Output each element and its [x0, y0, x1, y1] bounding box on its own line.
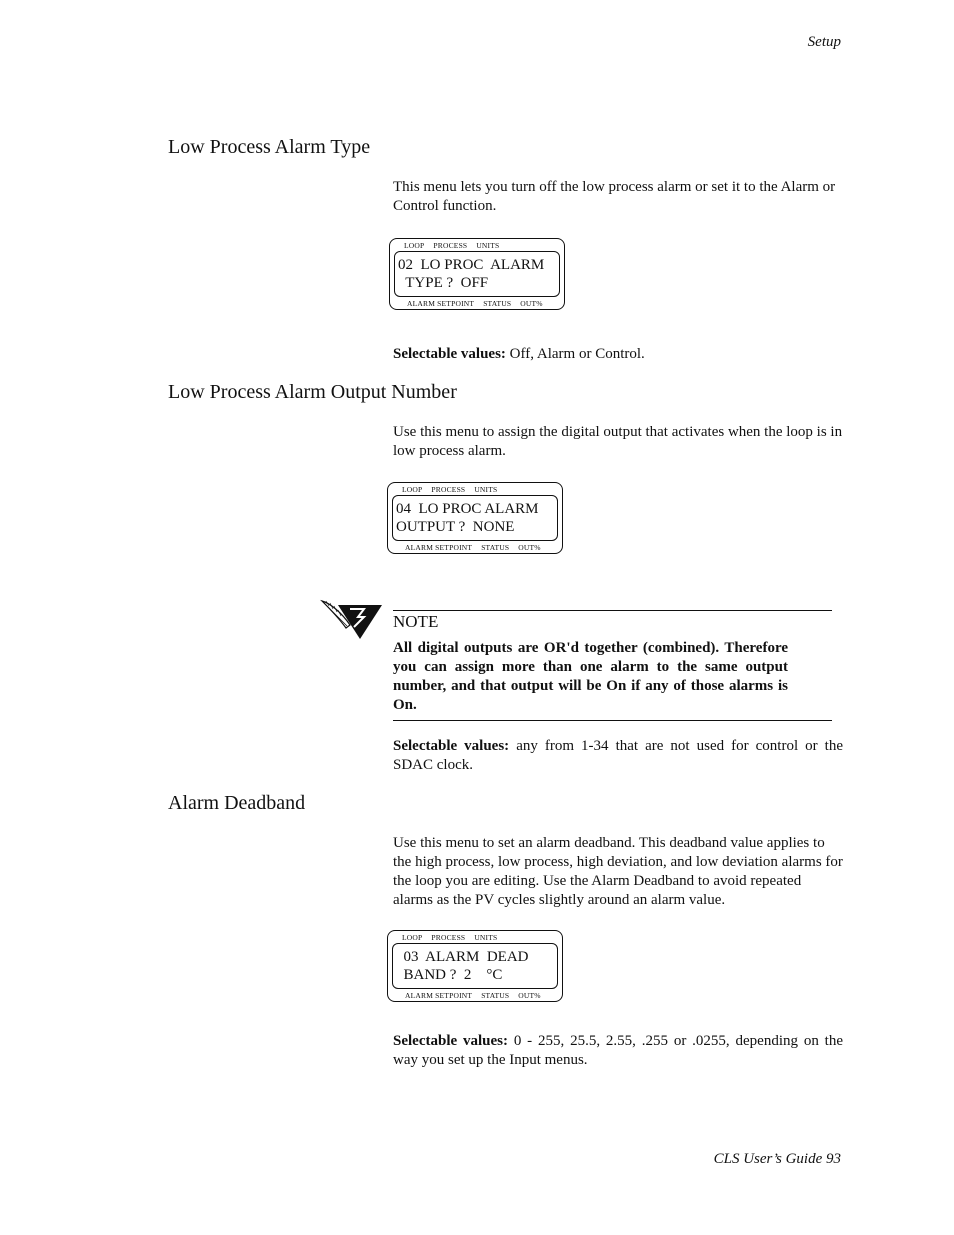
- lcd-top-labels: LOOP PROCESS UNITS: [402, 933, 498, 942]
- lcd-line-1: 02 LO PROC ALARM: [398, 257, 545, 273]
- lcd-display-lo-type: [389, 238, 565, 310]
- lcd-display-deadband: [387, 930, 563, 1002]
- intro-low-process-alarm-output-number: Use this menu to assign the digital output that activates when the loop is in low process alarm.: [393, 424, 843, 459]
- lcd-line-2: OUTPUT ? NONE: [396, 519, 515, 535]
- running-header: Setup: [807, 34, 841, 50]
- note-body: All digital outputs are OR'd together (combined). Therefore you can assign more than one alarm to the same output number, and that output will be On if any of those alarms is On.: [393, 640, 788, 713]
- intro-alarm-deadband: Use this menu to set an alarm deadband. This deadband value applies to the high process, low process, high deviation, and low deviation alarms for the loop you are editing. Use the Alarm Deadband to avoid repeated alarms as the PV cycles slightly around an alarm value.: [393, 835, 843, 908]
- heading-alarm-deadband: Alarm Deadband: [168, 792, 306, 814]
- heading-low-process-alarm-type: Low Process Alarm Type: [168, 136, 371, 158]
- lcd-bottom-labels: ALARM SETPOINT STATUS OUT%: [407, 299, 543, 308]
- lcd-line-1: 03 ALARM DEAD: [396, 949, 529, 965]
- lcd-top-labels: LOOP PROCESS UNITS: [402, 485, 498, 494]
- lcd-top-labels: LOOP PROCESS UNITS: [404, 241, 500, 250]
- note-bottom-rule: [393, 720, 832, 721]
- selectable-values-lo-output: Selectable values: any from 1-34 that are not used for control or the SDAC clock.: [393, 738, 843, 773]
- selectable-values-deadband: Selectable values: 0 - 255, 25.5, 2.55, .255 or .0255, depending on the way you set up the Input menus.: [393, 1033, 843, 1068]
- lcd-screen: [394, 251, 560, 297]
- lcd-screen: [392, 495, 558, 541]
- lcd-bottom-labels: ALARM SETPOINT STATUS OUT%: [405, 543, 541, 552]
- intro-low-process-alarm-type: This menu lets you turn off the low process alarm or set it to the Alarm or Control function.: [393, 179, 836, 214]
- lcd-line-2: BAND ? 2 °C: [396, 967, 503, 983]
- note-top-rule: [393, 610, 832, 611]
- lcd-display-lo-output: [387, 482, 563, 554]
- note-title: NOTE: [393, 612, 439, 631]
- lcd-screen: [392, 943, 558, 989]
- page-footer: CLS User’s Guide 93: [713, 1151, 841, 1167]
- lcd-line-1: 04 LO PROC ALARM: [396, 501, 539, 517]
- lcd-bottom-labels: ALARM SETPOINT STATUS OUT%: [405, 991, 541, 1000]
- lcd-line-2: TYPE ? OFF: [398, 275, 489, 291]
- note-pen-icon: [320, 597, 384, 641]
- heading-low-process-alarm-output-number: Low Process Alarm Output Number: [168, 381, 457, 403]
- selectable-values-lo-type: Selectable values: Off, Alarm or Control.: [393, 346, 645, 362]
